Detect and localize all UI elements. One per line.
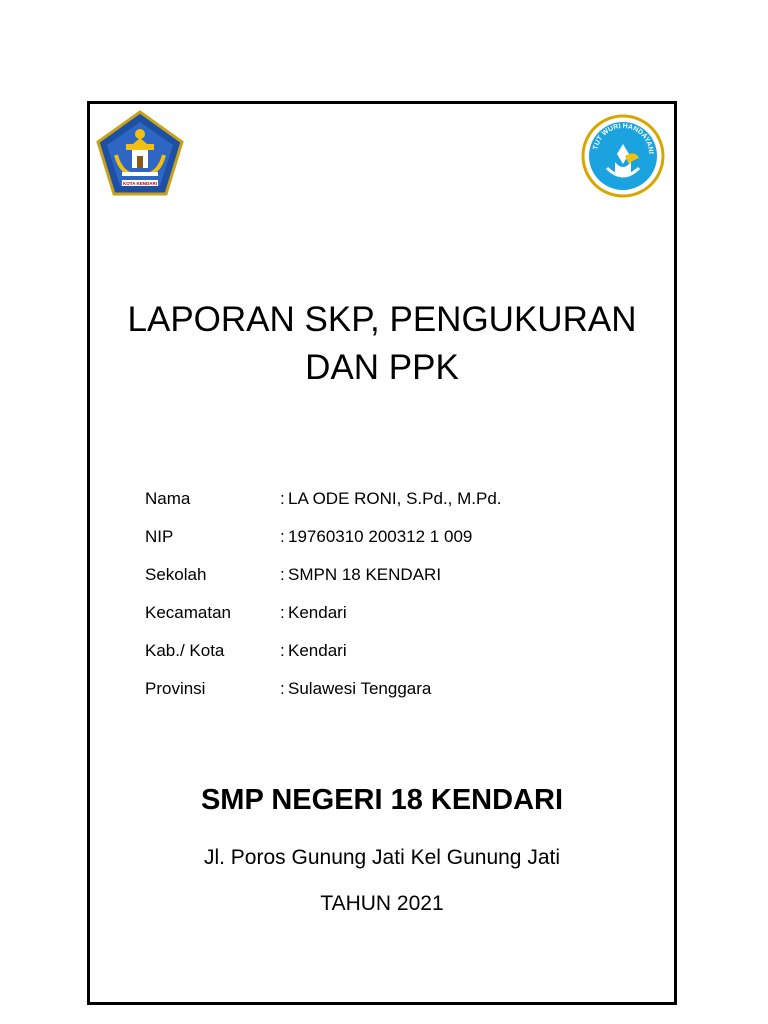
info-label: Kecamatan [145, 603, 231, 622]
info-label: Nama [145, 489, 191, 508]
info-label: Kab./ Kota [145, 641, 225, 660]
info-value: Kendari [288, 603, 347, 622]
info-row-nama: Nama : LA ODE RONI, S.Pd., M.Pd. [145, 489, 502, 508]
kota-kendari-emblem-icon [96, 110, 184, 198]
info-label: Sekolah [145, 565, 207, 584]
info-value: SMPN 18 KENDARI [288, 565, 442, 584]
info-row-kota: Kab./ Kota : Kendari [145, 641, 347, 660]
info-value: Kendari [288, 641, 347, 660]
svg-text:TUT WURI HANDAYANI: TUT WURI HANDAYANI [592, 122, 655, 154]
info-value: LA ODE RONI, S.Pd., M.Pd. [288, 489, 502, 508]
svg-text:KOTA KENDARI: KOTA KENDARI [123, 181, 157, 186]
info-value: Sulawesi Tenggara [288, 679, 432, 698]
title-line-1: LAPORAN SKP, PENGUKURAN [127, 300, 637, 339]
document-title [90, 296, 674, 392]
title-line-2: DAN PPK [305, 348, 459, 387]
info-row-provinsi: Provinsi : Sulawesi Tenggara [145, 679, 432, 698]
info-label: NIP [145, 527, 174, 546]
school-name: SMP NEGERI 18 KENDARI [200, 784, 564, 816]
info-row-nip: NIP : 19760310 200312 1 009 [145, 527, 473, 546]
info-value: 19760310 200312 1 009 [288, 527, 473, 546]
report-year: TAHUN 2021 [320, 892, 444, 915]
info-row-sekolah: Sekolah : SMPN 18 KENDARI [145, 565, 442, 584]
school-address: Jl. Poros Gunung Jati Kel Gunung Jati [203, 846, 561, 869]
info-label: Provinsi [145, 679, 206, 698]
info-row-kecamatan: Kecamatan : Kendari [145, 603, 347, 622]
tut-wuri-handayani-logo-icon [581, 114, 665, 198]
identity-table [145, 480, 502, 708]
